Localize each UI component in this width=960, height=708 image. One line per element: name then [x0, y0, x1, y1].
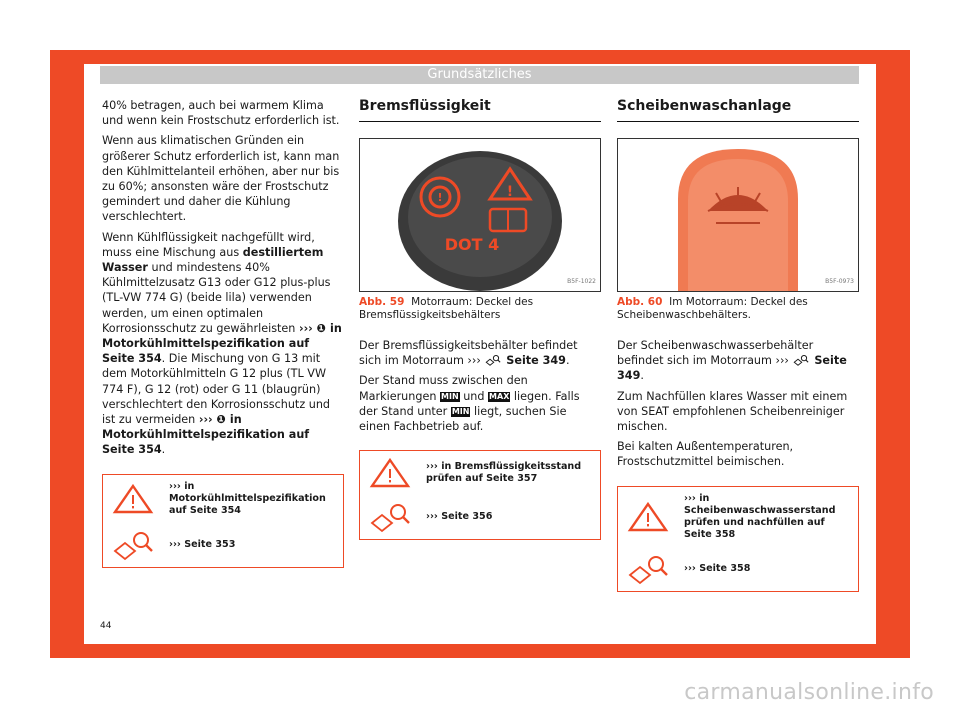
figure-caption: Abb. 59 Motorraum: Deckel des Bremsflüssigkeitsbehälters — [359, 296, 534, 321]
page-reference-link[interactable]: ››› Seite 353 — [169, 538, 236, 550]
page-reference-link[interactable]: ››› Seite 356 — [426, 511, 493, 523]
figure-caption: Abb. 60 Im Motorraum: Deckel des Scheibenwaschbehälters. — [617, 296, 808, 321]
section-header: Grundsätzliches — [100, 66, 859, 84]
page-reference-link[interactable]: ››› Seite 358 — [684, 562, 751, 574]
column-coolant — [102, 98, 344, 568]
paragraph: Bei kalten Außentemperaturen, Frostschutzmittel beimischen. — [617, 440, 794, 469]
washer-cap-image — [618, 139, 858, 291]
warning-triangle-icon — [111, 483, 155, 515]
figure-brake-fluid-cap — [359, 138, 601, 292]
book-magnifier-icon — [111, 529, 155, 561]
section-title: Scheibenwaschanlage — [617, 98, 859, 122]
warning-reference-link[interactable]: ››› in Motorkühlmittelspezifikation auf Seite 354 — [169, 480, 326, 516]
warning-triangle-icon — [626, 501, 670, 533]
cross-reference-link[interactable]: ››› ❶ in Motorkühlmittelspezifikation auf Seite 354 — [102, 413, 310, 457]
book-magnifier-icon — [626, 553, 670, 585]
paragraph: Wenn aus klimatischen Gründen ein größerer Schutz erforderlich ist, kann man den Kühlmittelanteil erhöhen, aber nur bis zu 60%; ansonsten wäre der Frostschutz gemindert und daher die Kühlung verschlechtert. — [102, 134, 340, 224]
min-marking: MIN — [451, 406, 470, 416]
cross-reference-link[interactable]: Seite 349 — [502, 354, 566, 368]
figure-washer-cap — [617, 138, 859, 292]
cross-reference-link[interactable]: Seite 349 — [617, 354, 847, 383]
page-number: 44 — [100, 621, 112, 631]
figure-code: B5F-0973 — [825, 277, 854, 285]
warning-reference-link[interactable]: ››› in Bremsflüssigkeitsstand prüfen auf Seite 357 — [426, 461, 582, 485]
cross-reference-link[interactable]: ››› ❶ in Motorkühlmittelspezifikation auf Seite 354 — [102, 321, 342, 366]
section-title: Bremsflüssigkeit — [359, 98, 601, 122]
svg-text:!: ! — [506, 184, 514, 200]
paragraph: Zum Nachfüllen klares Wasser mit einem von SEAT empfohlenen Scheibenreiniger mischen. — [617, 389, 848, 434]
warning-reference-link[interactable]: ››› in Scheibenwaschwasserstand prüfen und nachfüllen auf Seite 358 — [684, 492, 836, 540]
watermark: carmanualsonline.info — [684, 680, 934, 705]
warning-box — [617, 486, 859, 592]
warning-triangle-icon — [368, 457, 412, 489]
book-magnifier-icon — [484, 354, 502, 366]
min-marking: MIN — [441, 391, 459, 401]
paragraph: Der Stand muss zwischen den Markierungen MIN und MAX liegen. Falls der Stand unter MIN liegt, suchen Sie einen Fachbetrieb auf. — [359, 374, 580, 434]
max-marking: MAX — [489, 391, 510, 401]
column-brake-fluid — [359, 98, 601, 540]
paragraph: Wenn Kühlflüssigkeit nachgefüllt wird, muss eine Mischung aus destilliertem Wasser und mindestens 40% Kühlmittelzusatz G13 oder G12 plus-plus (TL-VW 774 G) (beide lila) verwenden werden, um einen optimalen Korrosionsschutz zu gewährleisten ››› ❶ in Motorkühlmittelspezifikation auf Seite 354. Die Mischung von G 13 mit dem Motorkühlmitteln G 12 plus (TL VW 774 F), G 12 (rot) oder G 11 (blaugrün) verschlechtert den Korrosionsschutz und ist zu vermeiden ››› ❶ in Motorkühlmittelspezifikation auf Seite 354. — [102, 230, 342, 457]
paragraph: Der Bremsflüssigkeitsbehälter befindet sich im Motorraum ››› Seite 349. — [359, 339, 578, 368]
warning-box — [359, 450, 601, 540]
warning-box — [102, 474, 344, 568]
brake-fluid-cap-image — [360, 139, 600, 291]
book-magnifier-icon — [368, 501, 412, 533]
column-washer — [617, 98, 859, 592]
cap-label: DOT 4 — [444, 235, 500, 254]
paragraph: Der Scheibenwaschwasserbehälter befindet sich im Motorraum ››› Seite 349. — [617, 339, 847, 383]
svg-text:!: ! — [437, 191, 443, 204]
book-magnifier-icon — [792, 354, 810, 366]
figure-code: B5F-1022 — [567, 277, 596, 285]
paragraph: 40% betragen, auch bei warmem Klima und wenn kein Frostschutz erforderlich ist. — [102, 99, 340, 128]
